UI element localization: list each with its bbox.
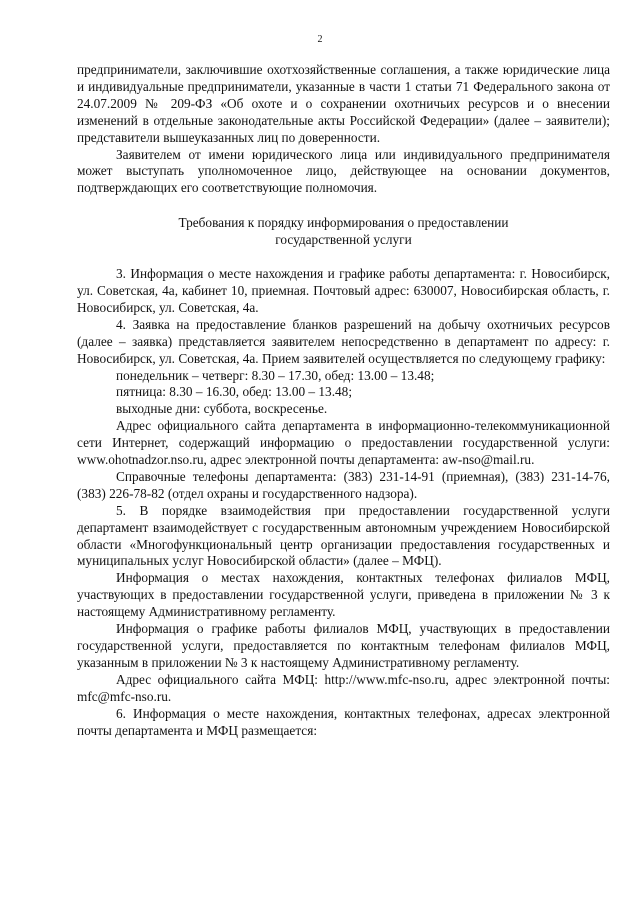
schedule-friday: пятница: 8.30 – 16.30, обед: 13.00 – 13.48; xyxy=(116,384,353,400)
document-body xyxy=(77,62,610,739)
paragraph-mfc-places: Информация о местах нахождения, контактных телефонах филиалов МФЦ, участвующих в предоставлении государственной услуги, приведена в приложении № 3 к настоящему Административному регламенту. xyxy=(77,570,610,620)
paragraph-authorized-person: Заявителем от имени юридического лица или индивидуального предпринимателя может выступать уполномоченное лицо, действующее на основании документов, подтверждающих его соответствующие полномочия. xyxy=(77,146,610,196)
section-title-line-2: государственной услуги xyxy=(275,232,412,248)
section-title-line-1: Требования к порядку информирования о предоставлении xyxy=(178,215,509,231)
paragraph-6-info: 6. Информация о месте нахождения, контактных телефонах, адресах электронной почты департамента и МФЦ размещается: xyxy=(77,705,610,738)
paragraph-mfc-schedule: Информация о графике работы филиалов МФЦ, участвующих в предоставлении государственной услуги, предоставляется по контактным телефонам филиалов МФЦ, указанным в приложении № 3 к настоящему Административному регламенту. xyxy=(77,621,610,670)
paragraph-mfc-site: Адрес официального сайта МФЦ: http://www.mfc-nso.ru, адрес электронной почты: mfc@mfc-nso.ru. xyxy=(77,671,610,704)
paragraph-3-location: 3. Информация о месте нахождения и графике работы департамента: г. Новосибирск, ул. Советская, 4а, кабинет 10, приемная. Почтовый адрес: 630007, Новосибирская область, г. Новосибирск, ул. Советская, 4а. xyxy=(77,266,610,315)
paragraph-5-mfc: 5. В порядке взаимодействия при предоставлении государственной услуги департамент взаимодействует с государственным автономным учреждением Новосибирской области «Многофункциональный центр организации предоставления государственных и муниципальных услуг Новосибирской области» (далее – МФЦ). xyxy=(77,502,610,569)
paragraph-official-site: Адрес официального сайта департамента в информационно-телекоммуникационной сети Интернет, содержащий информацию о предоставлении государственной услуги: www.ohotnadzor.nso.ru, адрес электронной почты департамента: aw-nso@mail.ru. xyxy=(77,418,610,468)
schedule-weekend: выходные дни: суббота, воскресенье. xyxy=(116,401,328,417)
page-number: 2 xyxy=(317,34,323,45)
schedule-weekdays: понедельник – четверг: 8.30 – 17.30, обед: 13.00 – 13.48; xyxy=(116,367,435,383)
paragraph-applicants: предприниматели, заключившие охотхозяйственные соглашения, а также юридические лица и индивидуальные предприниматели, указанные в части 1 статьи 71 Федерального закона от 24.07.2009 № 209-ФЗ «Об охоте и о сохранении охотничьих ресурсов и о внесении изменений в отдельные законодательные акты Российской Федерации» (далее – заявители); представители вышеуказанных лиц по доверенности. xyxy=(77,62,610,145)
paragraph-4-application: 4. Заявка на предоставление бланков разрешений на добычу охотничьих ресурсов (далее – заявка) представляется заявителем непосредственно в департамент по адресу: г. Новосибирск, ул. Советская, 4а. Прием заявителей осуществляется по следующему графику: xyxy=(77,316,610,366)
section-title xyxy=(77,215,610,249)
paragraph-phones: Справочные телефоны департамента: (383) 231-14-91 (приемная), (383) 231-14-76, (383) 226-78-82 (отдел охраны и государственного надзора). xyxy=(77,468,610,501)
